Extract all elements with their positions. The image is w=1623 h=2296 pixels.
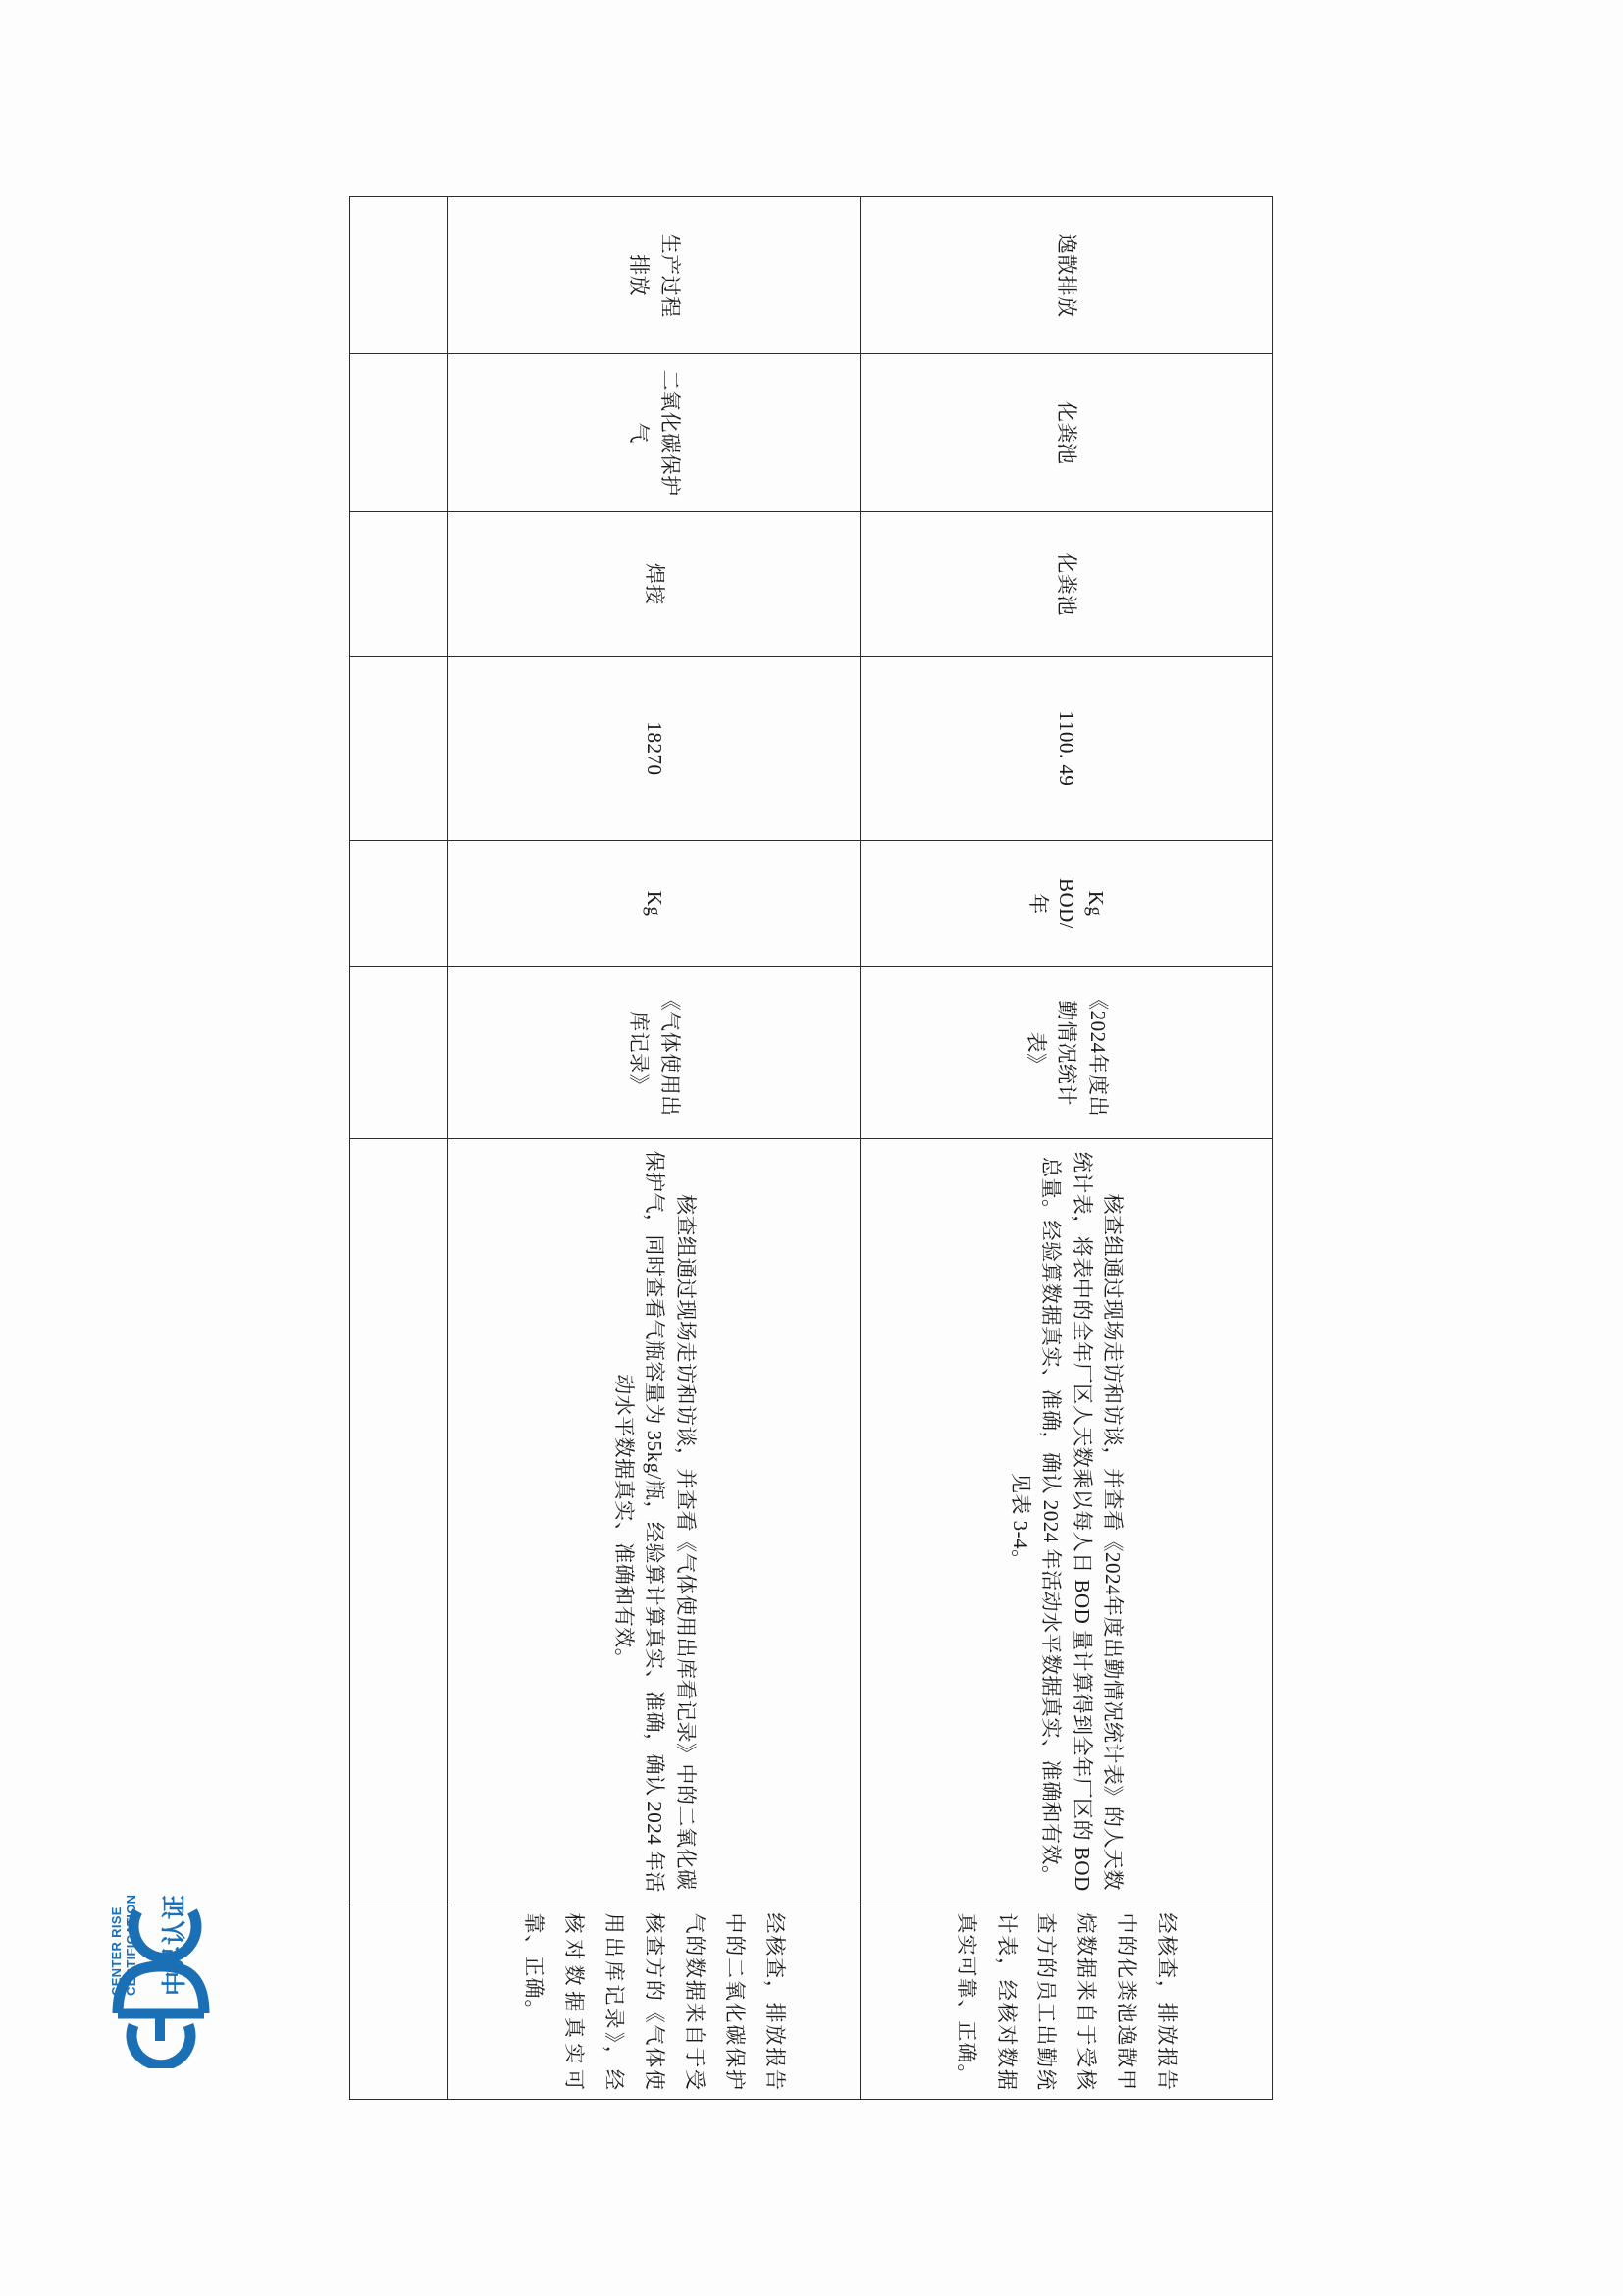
cell-conclusion: 经核查，排放报告中的化粪池逸散甲烷数据来自于受核查方的员工出勤统计表，经核对数据真实可靠、正确。 <box>861 1905 1273 2099</box>
unit-line: BOD/ <box>1055 877 1079 930</box>
table-row-empty <box>350 197 448 2100</box>
logo-chinese-text: 中昇认证 <box>161 1893 188 1996</box>
cell-empty <box>350 354 448 511</box>
cell-unit <box>861 840 1273 967</box>
cell-process: 焊接 <box>448 511 861 657</box>
cell-process: 化粪池 <box>861 511 1273 657</box>
cell-document: 《气体使用出库记录》 <box>448 967 861 1139</box>
cell-description: 核查组通过现场走访和访谈，并查看《气体使用出库看记录》中的二氧化碳保护气，同时查看气瓶容量为 35kg/瓶，经验算计算真实、准确，确认 2024 年活动水平数据真实、准确和有效。 <box>448 1138 861 1905</box>
unit-line: Kg <box>643 890 667 917</box>
cell-empty <box>350 1138 448 1905</box>
cell-empty <box>350 1905 448 2099</box>
cell-value: 18270 <box>448 657 861 841</box>
company-logo <box>75 1893 261 2049</box>
table-row <box>448 197 861 2100</box>
cell-empty <box>350 511 448 657</box>
cell-source: 化粪池 <box>861 354 1273 511</box>
table-row <box>861 197 1273 2100</box>
cell-empty <box>350 967 448 1139</box>
cell-category: 生产过程排放 <box>448 197 861 354</box>
unit-line: 年 <box>1025 893 1050 914</box>
cell-value: 1100. 49 <box>861 657 1273 841</box>
rotated-table-container <box>350 196 1273 2100</box>
cell-source: 二氧化碳保护气 <box>448 354 861 511</box>
cell-conclusion: 经核查，排放报告中的二氧化碳保护气的数据来自于受核查方的《气体使用出库记录》，经核对数据真实可靠、正确。 <box>448 1905 861 2099</box>
cell-category: 逸散排放 <box>861 197 1273 354</box>
cell-empty <box>350 657 448 841</box>
unit-line: Kg <box>1083 890 1108 917</box>
cell-empty <box>350 197 448 354</box>
verification-table <box>349 196 1273 2100</box>
cell-unit <box>448 840 861 967</box>
cell-description: 核查组通过现场走访和访谈，并查看《2024年度出勤情况统计表》的人天数统计表，将表中的全年厂区人天数乘以每人日 BOD 量计算得到全年厂区的 BOD 总量。经验算数据真实、准确，确认 2024 年活动水平数据真实、准确和有效。见表 3-4。 <box>861 1138 1273 1905</box>
cell-document: 《2024年度出勤情况统计表》 <box>861 967 1273 1139</box>
cell-empty <box>350 840 448 967</box>
logo-english-text: CENTER RISE CERTIFICATION <box>109 1894 138 1996</box>
